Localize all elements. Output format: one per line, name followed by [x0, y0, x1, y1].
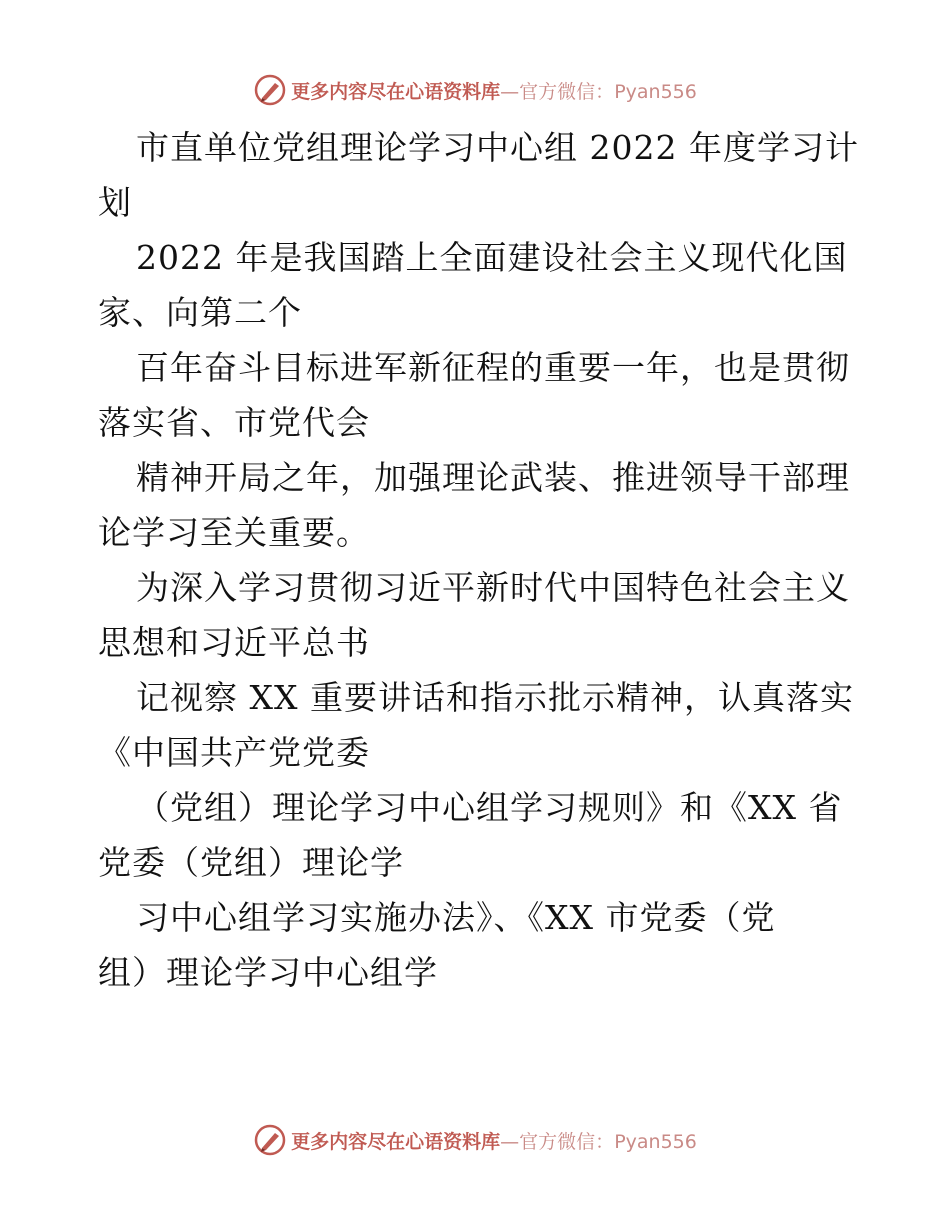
- banner-wechat-id: Pyan556: [614, 1130, 697, 1153]
- document-line: 市直单位党组理论学习中心组 2022 年度学习计: [136, 128, 859, 167]
- footer-watermark-banner: [0, 1120, 950, 1160]
- banner-text: [291, 77, 697, 104]
- header-watermark-banner: [0, 70, 950, 110]
- banner-main-text: 更多内容尽在心语资料库: [291, 1130, 501, 1153]
- document-line: 2022 年是我国踏上全面建设社会主义现代化国: [136, 238, 848, 277]
- document-line: 习中心组学习实施办法》、《XX 市党委（党: [136, 898, 776, 937]
- banner-official-text: —官方微信：: [500, 1130, 615, 1153]
- pen-logo-icon: [253, 1123, 287, 1157]
- document-line: 论学习至关重要。: [98, 513, 370, 552]
- document-line: 记视察 XX 重要讲话和指示批示精神，认真落实: [136, 678, 854, 717]
- banner-wechat-id: Pyan556: [614, 80, 697, 103]
- pen-logo-icon: [253, 73, 287, 107]
- banner-main-text: 更多内容尽在心语资料库: [291, 80, 501, 103]
- document-line: 党委（党组）理论学: [98, 843, 404, 882]
- banner-text: [291, 1127, 697, 1154]
- document-body: [98, 120, 868, 1000]
- document-line: 思想和习近平总书: [98, 623, 370, 662]
- document-line: （党组）理论学习中心组学习规则》和《XX 省: [136, 788, 843, 827]
- document-line: 家、向第二个: [98, 293, 302, 332]
- banner-official-text: —官方微信：: [500, 80, 615, 103]
- document-line: 百年奋斗目标进军新征程的重要一年，也是贯彻: [136, 348, 850, 387]
- document-line: 划: [98, 183, 132, 222]
- document-line: 组）理论学习中心组学: [98, 953, 438, 992]
- document-line: 《中国共产党党委: [98, 733, 370, 772]
- document-line: 落实省、市党代会: [98, 403, 370, 442]
- document-line: 精神开局之年，加强理论武装、推进领导干部理: [136, 458, 850, 497]
- document-line: 为深入学习贯彻习近平新时代中国特色社会主义: [136, 568, 850, 607]
